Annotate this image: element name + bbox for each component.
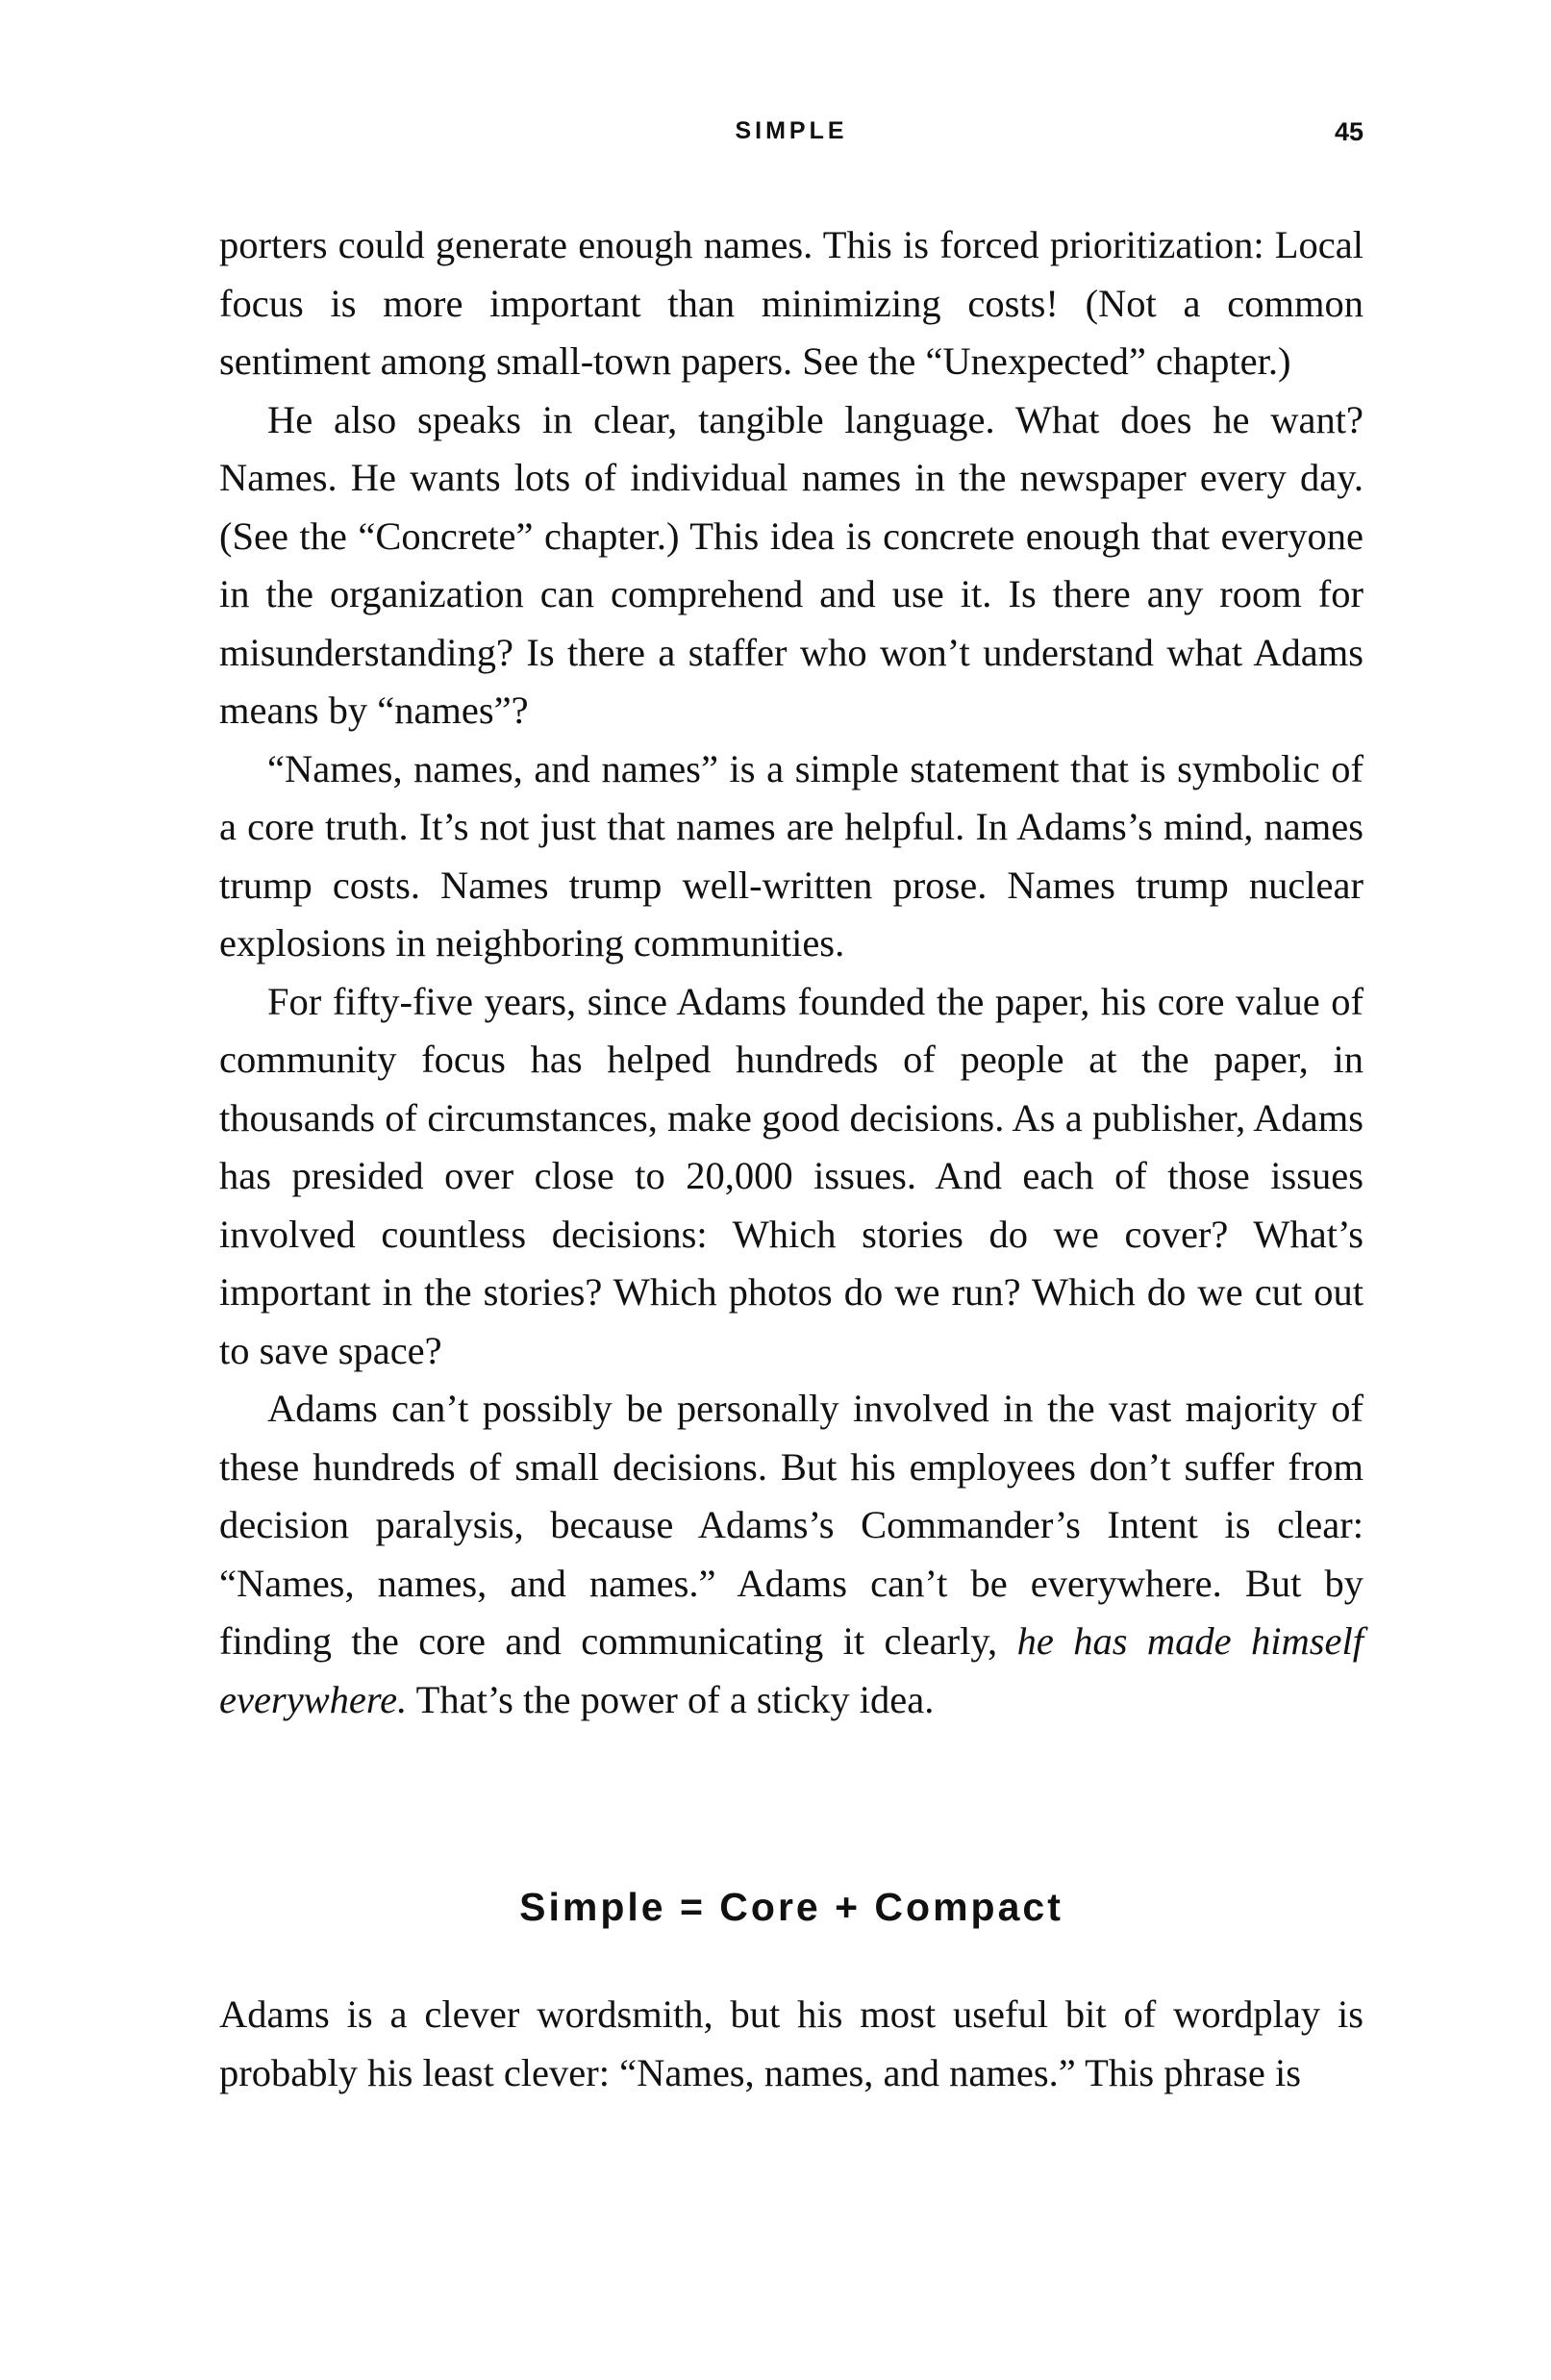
paragraph-italic-phrase: he has made himself everywhere.	[219, 1619, 1363, 1721]
section-body	[219, 1986, 1363, 2102]
paragraph-commanders-intent	[219, 1380, 1363, 1729]
paragraph-fifty-five-years: For fifty-five years, since Adams founded the paper, his core value of community focus has helped hundreds of people at the paper, in thousands of circumstances, make good decisions. As a publisher, Adams has presided over close to 20,000 issues. And each of those issues involved countless decisions: Which stories do we cover? What’s important in the stories? Which photos do we run? Which do we cut out to save space?	[219, 979, 1363, 1372]
running-title: SIMPLE	[735, 117, 848, 144]
paragraph-tangible-language: He also speaks in clear, tangible language. What does he want? Names. He wants lots of individual names in the newspaper every day. (See the “Concrete” chapter.) This idea is concrete enough that everyone in the organization can comprehend and use it. Is there any room for misunderstanding? Is there a staffer who won’t understand what Adams means by “names”?	[219, 397, 1363, 732]
paragraph-continued: porters could generate enough names. This is forced prioritization: Local focus is more important than minimizing costs! (Not a common sentiment among small-town papers. See the “Unexpected” chapter.)	[219, 223, 1363, 383]
body-text	[219, 216, 1363, 1729]
paragraph-core-truth: “Names, names, and names” is a simple statement that is symbolic of a core truth. It’s not just that names are helpful. In Adams’s mind, names trump costs. Names trump well-written prose. Names trump nuclear explosions in neighboring communities.	[219, 746, 1363, 965]
paragraph-text-start: Adams can’t possibly be personally involved in the vast majority of these hundreds of small decisions. But his employees don’t suffer from decision paralysis, because Adams’s Commander’s Intent is clear: “Names, names, and names.” Adams can’t be everywhere. But by finding the core and communicating it clearly,	[219, 1387, 1363, 1663]
section-heading: Simple = Core + Compact	[519, 1885, 1063, 1929]
section-first-paragraph: Adams is a clever wordsmith, but his most useful bit of wordplay is probably his least clever: “Names, names, and names.” This phrase is	[219, 1992, 1363, 2094]
paragraph-text-end: That’s the power of a sticky idea.	[407, 1677, 935, 1721]
running-head	[219, 117, 1363, 156]
page-number: 45	[1334, 117, 1363, 146]
